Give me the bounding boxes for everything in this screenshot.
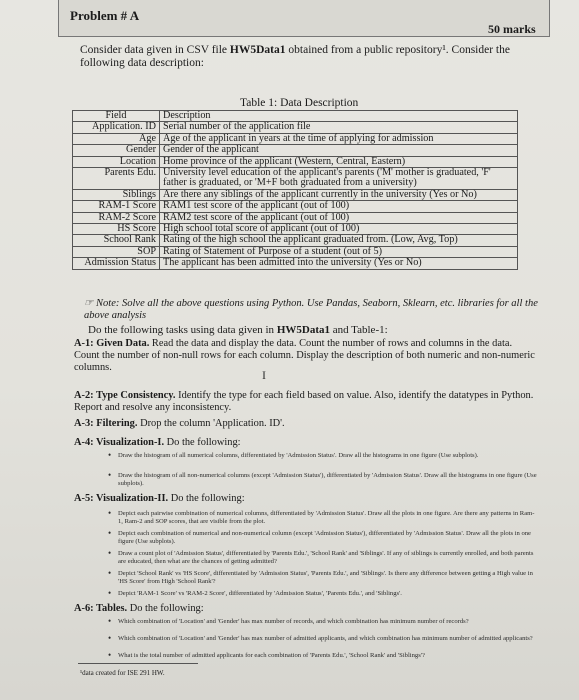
task-a5 (74, 493, 534, 505)
task-a4-text: Do the following: (164, 437, 241, 448)
footnote-rule (78, 663, 198, 664)
python-note: ☞ Note: Solve all the above questions using Python. Use Pandas, Seaborn, Sklearn, etc. libraries for all the above analysis (84, 298, 538, 321)
list-item: • Draw the histogram of all non-numerical columns (except 'Admission Status'), differentiated by 'Admission Status'. Draw all the histograms in one figure (Use subplots). (118, 472, 538, 487)
list-item: • Depict each pairwise combination of numerical columns, differentiated by 'Admission Status'. Draw all the plots in one figure. Are there any patterns in Ram-1, Ram-2 and SOP scores, that are visible from the plot. (118, 510, 538, 525)
table-row (73, 246, 518, 257)
dataset-name: HW5Data1 (229, 44, 286, 56)
tasks-intro-text: Do the following tasks using data given in (88, 324, 277, 336)
task-a1-text: Read the data and display the data. Count the number of rows and columns in the data. Count the number of non-null rows for each column. Display the description of both numeric and non-numeric columns. (74, 338, 535, 373)
list-item: • Draw a count plot of 'Admission Status', differentiated by 'Parents Edu.', 'School Rank' and 'Siblings'. If any of siblings is currently enrolled, and both parents are educated, then what are the chances of getting admitted? (118, 550, 538, 565)
list-item: • Draw the histogram of all numerical columns, differentiated by 'Admission Status'. Draw all the histograms in one figure (Use subplots). (118, 452, 538, 460)
table-row (73, 224, 518, 235)
problem-title: Problem # A (70, 8, 140, 23)
description-cell: Rating of the high school the applicant graduated from. (Low, Avg, Top) (160, 235, 518, 246)
field-cell: RAM-2 Score (73, 212, 160, 223)
field-cell: School Rank (73, 235, 160, 246)
tasks-intro-text-2: and Table-1: (329, 324, 388, 336)
task-a3-text: Drop the column 'Application. ID'. (137, 418, 285, 429)
description-cell: University level education of the applicant's parents ('M' mother is graduated, 'F' father is graduated, or 'M+F both graduated from a university) (160, 168, 518, 190)
list-item: • What is the total number of admitted applicants for each combination of 'Parents Edu.', 'School Rank' and 'Siblings'? (118, 652, 538, 660)
list-item: • Depict each combination of numerical and non-numerical column (except 'Admission Status'), differentiated by 'Admission Status'. Draw all the plots in one figure (Use subplots). (118, 530, 538, 545)
table-row (73, 122, 518, 133)
list-item: • Which combination of 'Location' and 'Gender' has max number of admitted applicants, and which combination has minimum number of admitted applicants? (118, 635, 538, 643)
field-cell: Age (73, 133, 160, 144)
field-cell: Admission Status (73, 258, 160, 269)
task-a6-label: A-6: Tables. (74, 603, 128, 614)
description-cell: Rating of Statement of Purpose of a student (out of 5) (160, 246, 518, 257)
text-cursor-icon: I (262, 368, 266, 382)
task-a6 (74, 603, 534, 615)
task-a2 (74, 390, 538, 414)
task-a2-label: A-2: Type Consistency. (74, 390, 176, 401)
tasks-dataset-name: HW5Data1 (276, 324, 330, 336)
list-item: • Depict 'School Rank' vs 'HS Score', differentiated by 'Admission Status', 'Parents Edu.', and 'Siblings'. Is there any difference between getting a High value in 'HS Score' from High 'School Rank'? (118, 570, 538, 585)
table-row (73, 156, 518, 167)
field-cell: HS Score (73, 224, 160, 235)
task-a4-label: A-4: Visualization-I. (74, 437, 165, 448)
task-a5-label: A-5: Visualization-II. (74, 493, 169, 504)
table-header-row (73, 111, 518, 122)
intro-text: Consider data given in CSV file (80, 44, 230, 56)
intro-paragraph (80, 44, 540, 70)
task-a2-text: Identify the type for each field based on value. Also, identify the datatypes in Python. Report and resolve any inconsistency. (74, 390, 534, 413)
list-item: • Depict 'RAM-1 Score' vs 'RAM-2 Score', differentiated by 'Admission Status', 'Parents Edu.', and 'Siblings'. (118, 590, 538, 598)
field-cell: Siblings (73, 189, 160, 200)
list-item: • Which combination of 'Location' and 'Gender' has max number of records, and which combination has minimum number of records? (118, 618, 538, 626)
description-cell: Home province of the applicant (Western, Central, Eastern) (160, 156, 518, 167)
table-row (73, 145, 518, 156)
table-row (73, 258, 518, 269)
description-cell: Age of the applicant in years at the time of applying for admission (160, 133, 518, 144)
field-cell: Application. ID (73, 122, 160, 133)
intro-text-2: obtained from a public repository¹. Consider the following data description: (80, 44, 510, 69)
marks-label: 50 marks (488, 22, 536, 36)
table-row (73, 133, 518, 144)
column-header-description: Description (160, 111, 518, 122)
data-description-table (72, 110, 518, 270)
description-cell: The applicant has been admitted into the university (Yes or No) (160, 258, 518, 269)
table-caption: Table 1: Data Description (240, 97, 359, 109)
task-a6-text: Do the following: (127, 603, 204, 614)
table-row (73, 212, 518, 223)
table-row (73, 201, 518, 212)
description-cell: Serial number of the application file (160, 122, 518, 133)
tasks-intro (88, 324, 388, 336)
description-cell: RAM2 test score of the applicant (out of 100) (160, 212, 518, 223)
task-a1-label: A-1: Given Data. (74, 338, 150, 349)
field-cell: Parents Edu. (73, 168, 160, 190)
table-row (73, 189, 518, 200)
task-a3-label: A-3: Filtering. (74, 418, 138, 429)
footnote: ¹data created for ISE 291 HW. (80, 669, 165, 677)
description-cell: Are there any siblings of the applicant currently in the university (Yes or No) (160, 189, 518, 200)
task-a5-text: Do the following: (168, 493, 245, 504)
field-cell: Location (73, 156, 160, 167)
task-a4 (74, 437, 534, 449)
table-row (73, 168, 518, 190)
field-cell: RAM-1 Score (73, 201, 160, 212)
field-cell: Gender (73, 145, 160, 156)
table-row (73, 235, 518, 246)
field-cell: SOP (73, 246, 160, 257)
task-a3 (74, 418, 534, 430)
description-cell: Gender of the applicant (160, 145, 518, 156)
description-cell: High school total score of applicant (out of 100) (160, 224, 518, 235)
column-header-field: Field (73, 111, 160, 122)
description-cell: RAM1 test score of the applicant (out of 100) (160, 201, 518, 212)
task-a1 (74, 338, 536, 374)
